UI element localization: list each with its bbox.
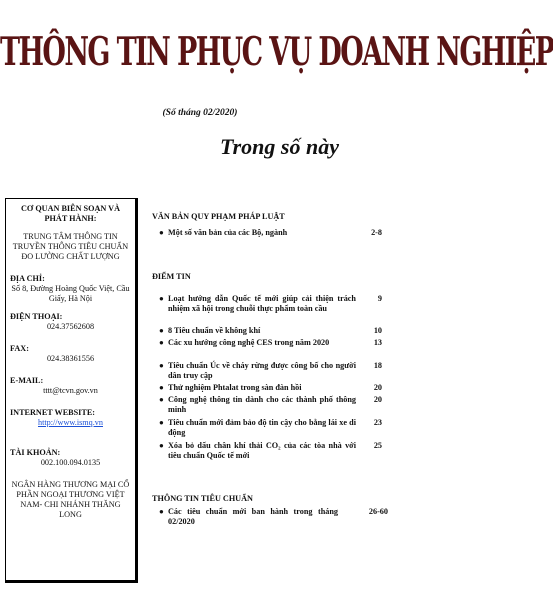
toc-entry-page: 20 [373,383,382,392]
toc-entry[interactable] [159,228,356,238]
toc-entry-page: 13 [373,338,382,347]
toc-entry-page: 25 [373,441,382,450]
masthead-title: THÔNG TIN PHỤC VỤ DOANH NGHIỆP [0,30,553,75]
section-title-legal: VĂN BẢN QUY PHẠM PHÁP LUẬT [152,212,285,221]
bullet-icon: ● [159,361,164,370]
publisher-org: TRUNG TÂM THÔNG TIN TRUYỀN THÔNG TIÊU CHUẨN ĐO LƯỜNG CHẤT LƯỢNG [12,232,129,261]
publisher-info-box [5,198,138,583]
toc-entry-text: Thử nghiệm Phtalat trong sàn đàn hồi [168,383,302,392]
website-label: INTERNET WEBSITE: [10,408,96,417]
toc-entry-text: Các xu hướng công nghệ CES trong năm 2020 [168,338,330,347]
email-value: tttt@tcvn.gov.vn [43,386,98,395]
toc-entry[interactable] [159,441,356,460]
toc-entry-page: 18 [373,361,382,370]
phone-label: ĐIỆN THOẠI: [10,312,63,321]
bullet-icon: ● [159,228,164,237]
phone-value: 024.37562608 [46,322,95,331]
bullet-icon: ● [159,338,164,347]
toc-entry-page: 20 [373,395,382,404]
bullet-icon: ● [159,326,164,335]
email-label: E-MAIL: [10,376,44,385]
bullet-icon: ● [159,507,164,516]
account-value: 002.100.094.0135 [40,458,101,467]
bullet-icon: ● [159,418,164,427]
website-link[interactable]: http://www.ismq.vn [38,418,103,427]
toc-entry[interactable] [159,338,356,348]
toc-entry-text: Tiêu chuẩn mới đảm bảo độ tin cậy cho bằng lái xe di động [168,418,356,437]
toc-entry-page: 2-8 [371,228,382,237]
toc-entry[interactable] [159,395,356,414]
fax-label: FAX: [10,344,29,353]
publisher-heading: CƠ QUAN BIÊN SOẠN VÀ PHÁT HÀNH: [20,204,121,223]
bullet-icon: ● [159,441,164,450]
toc-entry-text: Tiêu chuẩn Úc về cháy rừng được công bố cho người dân truy cập [168,361,356,380]
toc-entry[interactable] [159,294,356,313]
toc-entry-page: 26-60 [368,507,388,516]
toc-entry-page: 23 [373,418,382,427]
bank-name: NGÂN HÀNG THƯƠNG MẠI CỔ PHẦN NGOẠI THƯƠNG VIỆT NAM- CHI NHÁNH THĂNG LONG [11,480,130,519]
toc-entry-page: 10 [373,326,382,335]
bullet-icon: ● [159,383,164,392]
toc-entry-text: Công nghệ thông tin dành cho các thành phố thông minh [168,395,356,414]
toc-entry[interactable] [159,326,356,336]
toc-entry[interactable] [159,507,338,526]
account-label: TÀI KHOẢN: [10,448,61,457]
toc-entry-text: Một số văn bản của các Bộ, ngành [168,228,288,237]
toc-entry[interactable] [159,361,356,380]
toc-entry[interactable] [159,383,356,393]
toc-entry-page: 9 [377,294,382,303]
issue-label: (Số tháng 02/2020) [162,108,238,118]
toc-entry-text: Loạt hướng dẫn Quốc tế mới giúp cải thiện trách nhiệm xã hội trong chuỗi thực phẩm toàn cầu [168,294,356,313]
toc-entry-text: Các tiêu chuẩn mới ban hành trong tháng 02/2020 [168,507,338,526]
bullet-icon: ● [159,395,164,404]
toc-entry-text: Xóa bỏ dấu chân khí thải CO₂ của các tòa nhà với tiêu chuẩn Quốc tế mới [168,441,356,460]
toc-entry[interactable] [159,418,356,437]
section-title-news: ĐIỂM TIN [152,272,191,281]
toc-entry-text: 8 Tiêu chuẩn về không khí [168,326,261,335]
address-value: Số 8, Đường Hoàng Quốc Việt, Cầu Giấy, Hà Nội [11,284,130,303]
section-title-standards: THÔNG TIN TIÊU CHUẨN [152,494,253,503]
fax-value: 024.38361556 [46,354,95,363]
toc-title: Trong số này [220,134,339,159]
address-label: ĐỊA CHỈ: [10,274,45,283]
bullet-icon: ● [159,294,164,303]
